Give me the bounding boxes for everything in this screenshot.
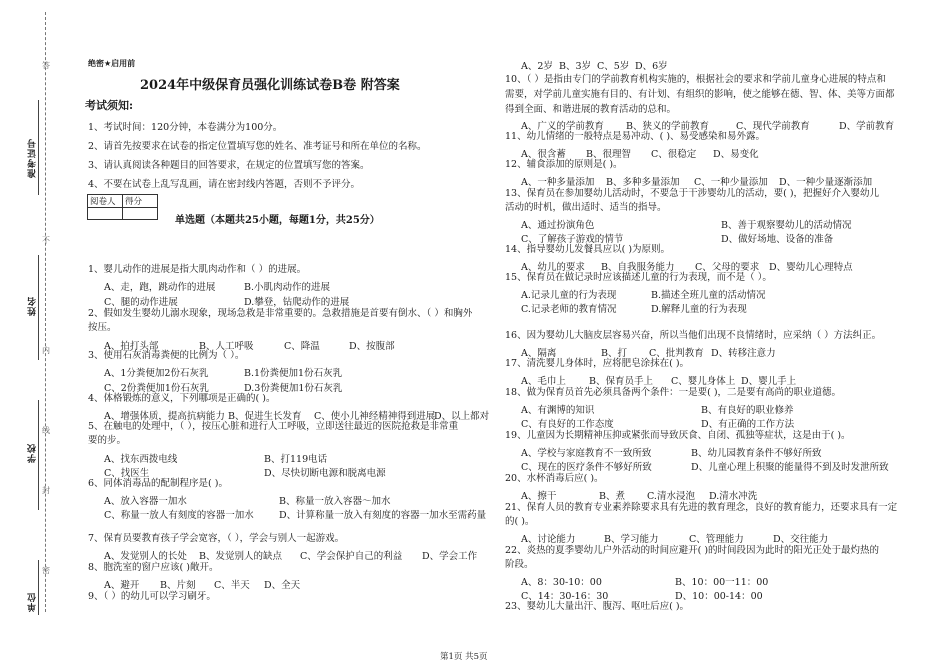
admission-number-label: 准考证号 (28, 138, 38, 178)
option[interactable]: D、学前教育 (839, 121, 895, 132)
option[interactable]: B、多种多量添加 (606, 177, 680, 188)
option[interactable]: A、8：30-10：00 (521, 577, 602, 588)
option[interactable]: A、擦干 (521, 491, 557, 502)
option[interactable]: D、10：00-14：00 (675, 591, 763, 602)
option[interactable]: C、学会保护自己的利益 (300, 551, 403, 562)
option[interactable]: D、按腹部 (349, 341, 395, 352)
option[interactable]: B.描述全班儿童的活动情况 (651, 290, 766, 301)
option[interactable]: C、2份粪便加1份石灰乳 (104, 383, 209, 394)
option[interactable]: A、毛巾上 (521, 376, 566, 387)
notice-item: 3、请认真阅读各种题目的回答要求，在规定的位置填写您的答案。 (88, 160, 370, 171)
notice-item: 4、不要在试卷上乱写乱画，请在密封线内答题，否则不予评分。 (88, 179, 361, 190)
option[interactable]: D、学会工作 (422, 551, 478, 562)
option[interactable]: C、使小儿神经精神得到进展 (314, 411, 436, 422)
option[interactable]: A、放入容器一加水 (104, 496, 187, 507)
option[interactable]: A、拍打头部 (104, 341, 159, 352)
option[interactable]: C、了解孩子游戏的情节 (521, 234, 624, 245)
option[interactable]: D、有正确的工作方法 (701, 419, 795, 430)
question-2: 2、假如发生婴幼儿溺水现象，现场急救是非常重要的。急救措施是首要有倒水、（ ）和胸外 (88, 308, 473, 319)
option[interactable]: D.3份粪便加1份石灰乳 (244, 383, 343, 394)
question-19: 19、儿童因为长期精神压抑或紧张而导致厌食、自闭、孤独等症状，这是由于( )。 (505, 430, 851, 441)
section-title: 单选题（本题共25小题，每题1分，共25分） (175, 215, 380, 226)
option[interactable]: D、儿童心理上积聚的能量得不到及时发泄所致 (691, 462, 889, 473)
margin-char: 答 (42, 61, 50, 70)
option[interactable]: B、学习能力 (604, 534, 659, 545)
option[interactable]: A、隔离 (521, 348, 557, 359)
question-16: 16、因为婴幼儿大脑皮层容易兴奋，所以当他们出现不良情绪时，应采纳（ ）方法纠正。 (505, 330, 882, 341)
unit-label: 单位 (28, 592, 38, 612)
reviewer-cell[interactable] (88, 208, 123, 220)
name-field[interactable] (38, 255, 39, 360)
binding-margin (0, 0, 60, 671)
option[interactable]: B、幼儿园教育条件不够好所致 (691, 448, 822, 459)
option[interactable]: A、1分粪便加2份石灰乳 (104, 368, 209, 379)
question-13-cont: 活动的时机，做出适时、适当的指导。 (505, 202, 667, 213)
question-14: 14、指导婴幼儿发餐具应以( )为原则。 (505, 244, 671, 255)
option[interactable]: C、14：30-16：30 (521, 591, 609, 602)
question-22-cont: 阶段。 (505, 559, 534, 570)
exam-title: 2024年中级保育员强化训练试卷B卷 附答案 (140, 78, 400, 93)
reviewer-header: 阅卷人 (88, 195, 123, 208)
option[interactable]: C、婴儿身体上 (671, 376, 736, 387)
option[interactable]: C、很稳定 (651, 149, 697, 160)
question-17: 17、清洗婴儿身体时，应将肥皂涂抹在( )。 (505, 358, 690, 369)
option[interactable]: B、狭义的学前教育 (626, 121, 709, 132)
score-table (87, 194, 158, 220)
margin-char: 密 (42, 566, 50, 575)
option[interactable]: C、称量一放人有刻度的容器一加水 (104, 510, 254, 521)
option[interactable]: D、尽快切断电源和脱离电源 (264, 468, 386, 479)
question-9: 9、（ ）的幼儿可以学习刷牙。 (88, 591, 216, 602)
option[interactable]: A、讨论能力 (521, 534, 576, 545)
margin-char: 不 (42, 236, 50, 245)
option[interactable]: D、一种少量逐渐添加 (779, 177, 873, 188)
question-3: 3、使用石灰消毒粪便的比例为（ ）。 (88, 350, 245, 361)
option[interactable]: B、自我服务能力 (601, 262, 675, 273)
option[interactable]: D.攀登，钻爬动作的进展 (244, 297, 350, 308)
option[interactable]: D、交往能力 (773, 534, 829, 545)
name-label: 姓名 (28, 296, 38, 316)
question-21: 21、保育人员的教育专业素养除要求具有先进的教育理念，良好的教育能力，还要求具有一定 (505, 502, 898, 513)
notice-title: 考试须知: (85, 99, 134, 112)
notice-item: 1、考试时间：120分钟，本卷满分为100分。 (88, 122, 283, 133)
score-header: 得分 (123, 195, 158, 208)
option[interactable]: C.清水浸泡 (647, 491, 695, 502)
question-12: 12、辅食添加的原则是( )。 (505, 159, 623, 170)
unit-field[interactable] (38, 560, 39, 615)
option[interactable]: C、父母的要求 (695, 262, 760, 273)
option[interactable]: B、10：00一11：00 (675, 577, 769, 588)
school-label: 学校 (28, 443, 38, 463)
option[interactable]: D、全天 (264, 580, 301, 591)
option[interactable]: B、3岁 (559, 61, 592, 72)
question-11: 11、幼儿情绪的一般特点是易冲动、( )、易受感染和易外露。 (505, 131, 766, 142)
option[interactable]: D、婴儿手上 (741, 376, 797, 387)
option[interactable]: C、现在的医疗条件不够好所致 (521, 462, 652, 473)
option[interactable]: B、人工呼吸 (199, 341, 254, 352)
page-number: 第1页 共5页 (440, 652, 488, 662)
option[interactable]: C、腿的动作进展 (104, 297, 178, 308)
question-10: 10、（ ）是指由专门的学前教育机构实施的，根据社会的要求和学前儿童身心进展的特点和 (505, 74, 886, 85)
question-13: 13、保育员在参加婴幼儿活动时，不要急于干涉婴幼儿的活动，要( )，把握好介入婴幼儿 (505, 188, 880, 199)
option[interactable]: D、6岁 (635, 61, 668, 72)
option[interactable]: B、发觉别人的缺点 (199, 551, 282, 562)
question-22: 22、炎热的夏季婴幼儿户外活动的时间应避开( )的时间段因为此时的阳光正处于最灼热的 (505, 545, 880, 556)
option[interactable]: A、避开 (104, 580, 140, 591)
question-15: 15、保育员在做记录时应该描述儿童的行为表现，而不是（ ）。 (505, 272, 772, 283)
option[interactable]: A、增强体质，提高抗病能力 (104, 411, 225, 422)
option[interactable]: A、有渊博的知识 (521, 405, 595, 416)
option[interactable]: C、管理能力 (689, 534, 744, 545)
question-20: 20、水杯消毒后应( )。 (505, 473, 604, 484)
option[interactable]: D、以上都对 (434, 411, 490, 422)
option[interactable]: A、2岁 (521, 61, 553, 72)
option[interactable]: A、学校与家庭教育不一致所致 (521, 448, 652, 459)
option[interactable]: C、一种少量添加 (694, 177, 768, 188)
option[interactable]: A、很含蓄 (521, 149, 566, 160)
option[interactable]: B、促进生长发育 (228, 411, 302, 422)
question-7: 7、保育员要教育孩子学会宽容，（ ），学会与别人一起游戏。 (88, 533, 345, 544)
margin-char: 内 (42, 346, 50, 355)
option[interactable]: C、有良好的工作态度 (521, 419, 614, 430)
question-23: 23、婴幼儿大量出汗、腹泻、呕吐后应( )。 (505, 601, 690, 612)
school-field[interactable] (38, 400, 39, 510)
option[interactable]: B、煮 (599, 491, 625, 502)
option[interactable]: B、有良好的职业修养 (701, 405, 794, 416)
question-2-cont: 按压。 (88, 322, 117, 333)
option[interactable]: D、婴幼儿心理特点 (769, 262, 853, 273)
option[interactable]: C、5岁 (597, 61, 630, 72)
option[interactable]: B、保育员手上 (589, 376, 653, 387)
option[interactable]: A.记录儿童的行为表现 (521, 290, 617, 301)
notice-item: 2、请首先按要求在试卷的指定位置填写您的姓名、准考证号和所在单位的名称。 (88, 141, 427, 152)
question-21-cont: 的( )。 (505, 516, 535, 527)
option[interactable]: A、走，跑，跳动作的进展 (104, 282, 216, 293)
question-10-cont: 得到全面、和谐进展的教育活动的总和。 (505, 104, 677, 115)
question-1: 1、婴儿动作的进展是指大肌肉动作和（ ）的进展。 (88, 264, 307, 275)
admission-number-field[interactable] (38, 100, 39, 195)
option[interactable]: D、做好场地、设备的准备 (721, 234, 834, 245)
option[interactable]: A、一种多量添加 (521, 177, 595, 188)
option[interactable]: C、找医生 (104, 468, 150, 479)
option[interactable]: A、幼儿的要求 (521, 262, 585, 273)
option[interactable]: D、转移注意力 (711, 348, 776, 359)
option[interactable]: D.清水冲洗 (709, 491, 758, 502)
option[interactable]: D、易变化 (713, 149, 759, 160)
option[interactable]: B.小肌肉动作的进展 (244, 282, 331, 293)
option[interactable]: B、片刻 (160, 580, 196, 591)
option[interactable]: A、广义的学前教育 (521, 121, 604, 132)
option[interactable]: B、打 (601, 348, 627, 359)
option[interactable]: A、找东西拨电线 (104, 454, 178, 465)
option[interactable]: D、计算称量一放入有刻度的容器一加水至需药量 (279, 510, 487, 521)
secret-mark: 绝密★启用前 (88, 59, 136, 68)
option[interactable]: C、现代学前教育 (736, 121, 810, 132)
option[interactable]: C、批判教育 (649, 348, 704, 359)
margin-char: 封 (42, 486, 50, 495)
option[interactable]: B、很理智 (586, 149, 631, 160)
question-5: 5、在触电的处理中，（ ），按压心脏和进行人工呼吸，立即送往最近的医院抢救是非常重 (88, 421, 459, 432)
option[interactable]: D.解释儿童的行为表现 (651, 304, 747, 315)
option[interactable]: C、半天 (214, 580, 250, 591)
question-18: 18、做为保育员首先必须具备两个条件：一是要( )，二是要有高尚的职业道德。 (505, 387, 842, 398)
option[interactable]: B、善于观察婴幼儿的活动情况 (721, 220, 852, 231)
seal-line (45, 12, 46, 612)
option[interactable]: C.记录老师的教育情况 (521, 304, 617, 315)
question-8: 8、胞洗室的窗户应该( )敞开。 (88, 562, 219, 573)
option[interactable]: B、称量一放入容器～加水 (279, 496, 391, 507)
question-10-cont: 需要，对学前儿童实施有目的、有计划、有组织的影响，使之能够在德、智、体、美等方面都 (505, 89, 895, 100)
option[interactable]: B、打119电话 (264, 454, 328, 465)
option[interactable]: A、通过扮演角色 (521, 220, 595, 231)
margin-char: 线 (42, 426, 50, 435)
score-cell[interactable] (123, 208, 158, 220)
option[interactable]: C、降温 (284, 341, 320, 352)
option[interactable]: B.1份粪便加1份石灰乳 (244, 368, 343, 379)
option[interactable]: A、发觉别人的长处 (104, 551, 187, 562)
question-6: 6、同体消毒品的配制程序是( )。 (88, 478, 228, 489)
question-4: 4、体格锻炼的意义，下列哪项是正确的( )。 (88, 393, 276, 404)
question-5-cont: 要的步。 (88, 435, 127, 446)
